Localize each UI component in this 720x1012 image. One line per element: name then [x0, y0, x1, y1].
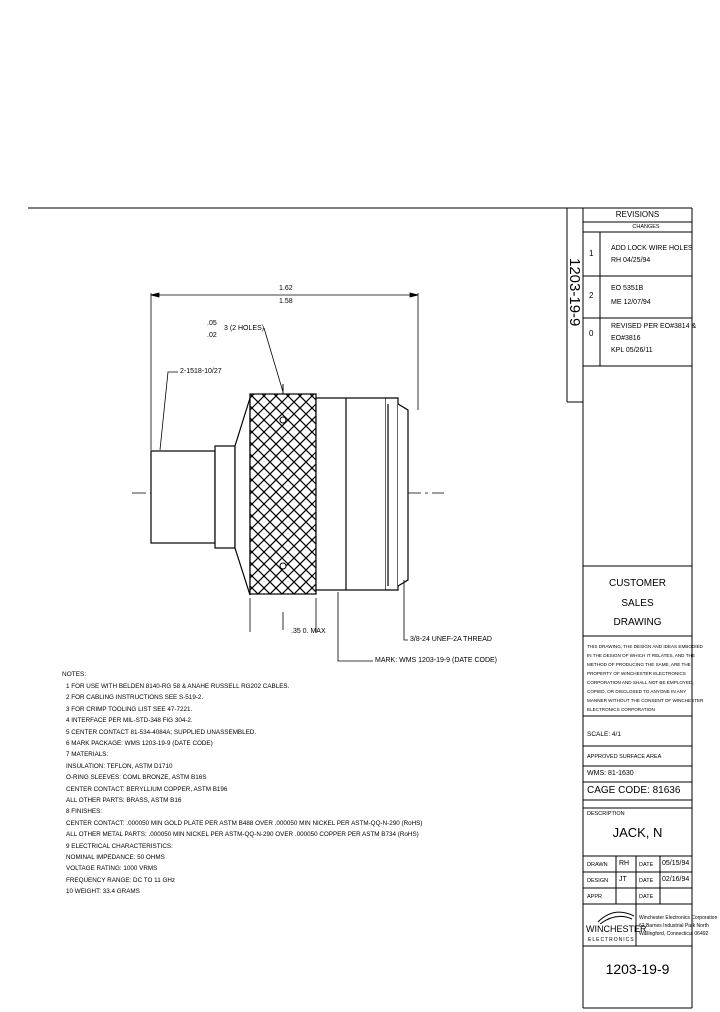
note-line: ALL OTHER PARTS: BRASS, ASTM B16: [66, 797, 182, 804]
leader-hole-note: [264, 328, 283, 392]
company-address: 62 Barnes Industrial Park North: [639, 923, 709, 929]
appr-label: APPR: [587, 894, 602, 900]
mark-note: MARK: WMS 1203-19-9 (DATE CODE): [375, 657, 498, 664]
note-line: 7 MATERIALS:: [66, 751, 109, 759]
winchester-logo-icon: [598, 912, 634, 924]
dim-thread-right: 3/8-24 UNEF-2A THREAD: [410, 636, 492, 643]
cage-code-field: CAGE CODE: 81636: [587, 785, 681, 796]
proprietary-line: PROPERTY OF WINCHESTER ELECTRONICS: [587, 671, 686, 676]
revisions-table: [583, 222, 692, 366]
leader-thread-right: [404, 580, 408, 640]
approved-surface-area: APPROVED SURFACE AREA: [587, 754, 662, 760]
note-line: VOLTAGE RATING: 1000 VRMS: [66, 865, 158, 873]
note-line: 8 FINISHES:: [66, 808, 103, 816]
dim-max: .35 0. MAX: [291, 628, 326, 635]
dim-thread-left: 2-1518-10/27: [180, 368, 222, 375]
wms-field: WMS: 81-1630: [587, 770, 634, 777]
dim-hole-bottom: .02: [207, 332, 217, 339]
design-date-label: DATE: [639, 878, 654, 884]
dim-overall-min: 1.58: [279, 298, 293, 305]
dim-hole-note: 3 (2 HOLES): [224, 325, 265, 332]
drawing-number-vertical: 1203-19-9: [566, 258, 583, 327]
revision-line: REVISED PER EO#3814 &: [611, 323, 697, 330]
revision-line: EO#3816: [611, 335, 641, 342]
connector-body: [151, 394, 408, 595]
note-line: 9 ELECTRICAL CHARACTERISTICS:: [66, 842, 173, 850]
leader-mark-note: [338, 592, 373, 661]
proprietary-line: ELECTRONICS CORPORATION: [587, 707, 655, 712]
design-label: DESIGN: [587, 878, 609, 884]
description-label: DESCRIPTION: [587, 811, 625, 817]
note-line: INSULATION: TEFLON, ASTM D1710: [66, 762, 173, 770]
customer-sales-drawing: CUSTOMER: [608, 578, 667, 589]
drawing-number: 1203-19-9: [605, 961, 670, 977]
note-line: 6 MARK PACKAGE: WMS 1203-19-9 (DATE CODE): [66, 740, 213, 747]
proprietary-line: MANNER WITHOUT THE CONSENT OF WINCHESTER: [587, 698, 704, 703]
customer-sales-drawing: SALES: [621, 598, 654, 609]
note-line: CENTER CONTACT: BERYLLIUM COPPER, ASTM B196: [66, 785, 228, 793]
revision-number: 1: [589, 249, 594, 258]
company-logo: WINCHESTER: [586, 924, 647, 934]
leader-thread-left: [160, 372, 178, 450]
company-logo-sub: ELECTRONICS: [588, 937, 635, 943]
proprietary-line: THIS DRAWING, THE DESIGN AND IDEAS EMBODIED: [587, 644, 703, 649]
drawn-value: RH: [619, 860, 630, 867]
design-value: JT: [619, 876, 627, 883]
design-date: 02/16/94: [662, 876, 690, 883]
dimension-max: [250, 598, 316, 632]
drawn-label: DRAWN: [587, 862, 608, 868]
note-line: 4 INTERFACE PER MIL-STD-348 FIG 304-2.: [66, 717, 193, 725]
customer-sales-drawing: DRAWING: [613, 617, 662, 628]
company-name: Winchester Electronics Corporation: [639, 915, 718, 921]
revision-line: EO 5351B: [611, 285, 644, 292]
note-line: FREQUENCY RANGE: DC TO 11 GHz: [66, 876, 176, 884]
note-line: 1 FOR USE WITH BELDEN 8140-RG 58 & ANAHE RUSSELL RG202 CABLES.: [66, 683, 290, 690]
proprietary-line: CORPORATION AND SHALL NOT BE EMPLOYED,: [587, 680, 694, 685]
note-line: 10 WEIGHT: 33.4 GRAMS: [66, 888, 140, 896]
dim-overall-max: 1.62: [279, 285, 293, 292]
description-value: JACK, N: [612, 825, 663, 840]
note-line: ALL OTHER METAL PARTS: .000050 MIN NICKEL PER ASTM-QQ-N-290 OVER .000050 COPPER PER ASTM B734 (RoHS): [66, 831, 419, 839]
revision-line: KPL 05/26/11: [611, 347, 653, 354]
note-line: CENTER CONTACT: .000050 MIN GOLD PLATE PER ASTM B488 OVER .000050 MIN NICKEL PER ASTM-QQ-N-290 (RoHS): [66, 819, 423, 827]
drawn-date: 05/15/94: [662, 860, 690, 867]
revision-number: 0: [589, 329, 594, 338]
note-line: 5 CENTER CONTACT 81-534-4084A; SUPPLIED UNASSEMBLED.: [66, 728, 257, 736]
note-line: 2 FOR CABLING INSTRUCTIONS SEE S-519-2.: [66, 694, 204, 702]
revision-line: ME 12/07/94: [611, 299, 651, 306]
proprietary-line: COPIED, OR DISCLOSED TO ANYONE IN ANY: [587, 689, 687, 694]
proprietary-line: IN THE DESIGN OF WHICH IT RELATES, AND THE: [587, 653, 695, 658]
revisions-header: REVISIONS: [615, 210, 660, 219]
revision-line: RH 04/25/94: [611, 257, 651, 264]
note-line: O-RING SLEEVES: COML BRONZE, ASTM B16S: [66, 774, 207, 782]
drawn-date-label: DATE: [639, 862, 654, 868]
revisions-subheader: CHANGES: [632, 224, 660, 230]
notes-title: NOTES:: [62, 671, 87, 678]
company-address: Wallingford, Connecticut 06492: [639, 931, 709, 937]
note-line: 3 FOR CRIMP TOOLING LIST SEE 47-7221.: [66, 705, 193, 713]
proprietary-line: METHOD OF PRODUCING THE SAME, ARE THE: [587, 662, 691, 667]
revision-number: 2: [589, 291, 594, 300]
dim-hole-top: .05: [207, 320, 217, 327]
note-line: NOMINAL IMPEDANCE: 50 OHMS: [66, 854, 165, 861]
revision-line: ADD LOCK WIRE HOLES: [611, 245, 693, 252]
scale-field: SCALE: 4/1: [587, 731, 621, 738]
appr-date-label: DATE: [639, 894, 654, 900]
